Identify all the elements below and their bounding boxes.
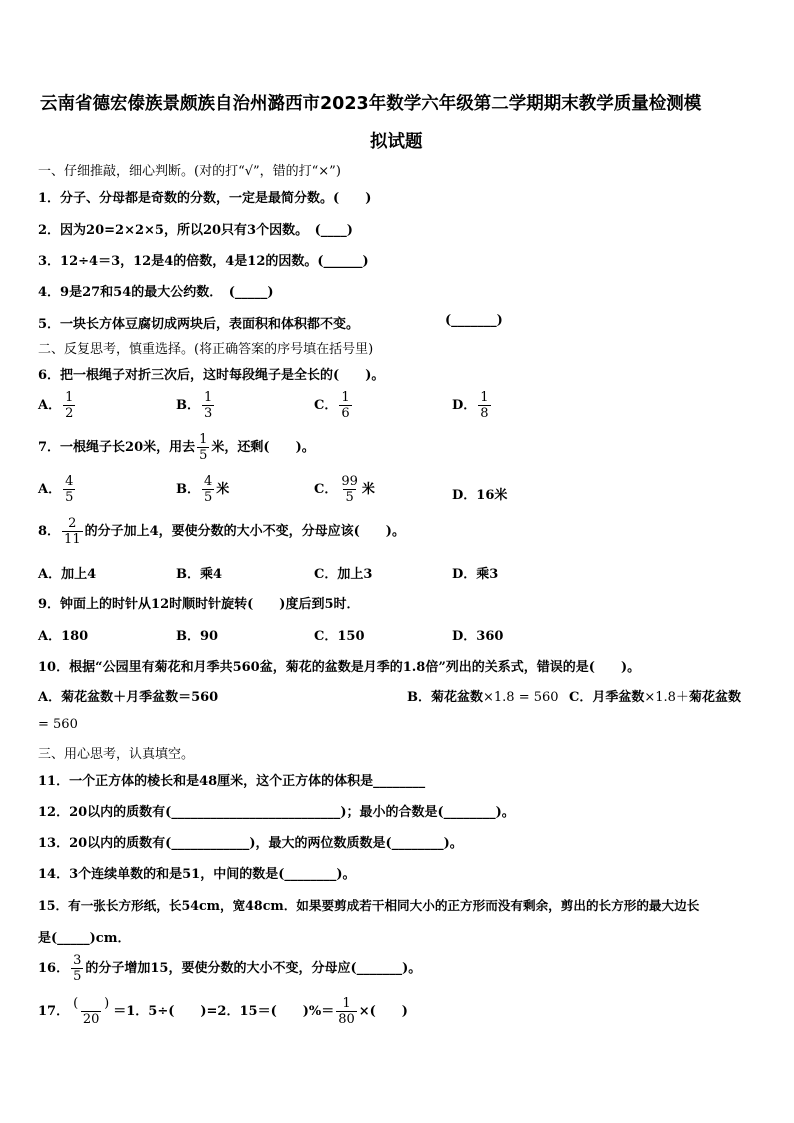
question-17: 17． $\frac{( )}{20}$ ＝1．5÷( )=2．15＝( )%＝ $\frac{1}{80}$ ×( ) xyxy=(38,996,408,1027)
page-title-line1: 云南省德宏傣族景颇族自治州潞西市2023年数学六年级第二学期期末教学质量检测模 xyxy=(40,94,702,114)
question-9-option-a: A．180 xyxy=(38,629,89,644)
question-12: 12．20以内的质数有(__________________________)；最小的合数是(________)。 xyxy=(38,805,515,820)
question-8-option-b: B．乘4 xyxy=(176,567,223,582)
question-8-option-a: A．加上4 xyxy=(38,567,97,582)
question-6-option-a: A． $\frac{1}{2}$ xyxy=(38,390,74,421)
question-1: 1．分子、分母都是奇数的分数，一定是最简分数。( ) xyxy=(38,191,372,206)
section-heading-fill: 三、用心思考，认真填空。 xyxy=(38,747,195,762)
question-13: 13．20以内的质数有(____________)，最大的两位数质数是(________)。 xyxy=(38,836,463,851)
question-7-option-a: A． $\frac{4}{5}$ xyxy=(38,474,74,505)
question-8: 8． $\frac{2}{11}$ 的分子加上4，要使分数的大小不变，分母应该( )。 xyxy=(38,516,405,547)
question-7-option-b: B． $\frac{4}{5}$ 米 xyxy=(176,474,230,505)
question-7-option-d: D．16米 xyxy=(452,488,508,503)
question-10-option-b: B．菊花盆数×1.8 = 560 xyxy=(407,690,559,705)
question-4: 4．9是27和54的最大公约数． (_____) xyxy=(38,285,274,300)
section-heading-choice: 二、反复思考，慎重选择。(将正确答案的序号填在括号里) xyxy=(38,342,374,357)
question-10-option-a: A．菊花盆数＋月季盆数＝560 xyxy=(38,690,219,705)
question-3: 3．12÷4＝3，12是4的倍数，4是12的因数。(______) xyxy=(38,254,369,269)
section-heading-judge: 一、仔细推敲，细心判断。(对的打“√”，错的打“×”) xyxy=(38,164,341,179)
question-9-option-c: C．150 xyxy=(314,629,365,644)
question-8-option-c: C．加上3 xyxy=(314,567,373,582)
question-10-option-c-continued: = 560 xyxy=(38,717,78,732)
question-16: 16． $\frac{3}{5}$ 的分子增加15，要使分数的大小不变，分母应(_______)。 xyxy=(38,953,422,984)
question-7-option-c: C． $\frac{99}{5}$ 米 xyxy=(314,474,375,505)
question-6-option-d: D． $\frac{1}{8}$ xyxy=(452,390,489,421)
question-14: 14．3个连续单数的和是51，中间的数是(________)。 xyxy=(38,867,356,882)
question-15-line1: 15．有一张长方形纸，长54cm，宽48cm．如果要剪成若干相同大小的正方形而没有剩余，剪出的长方形的最大边长 xyxy=(38,898,700,913)
question-6-option-c: C． $\frac{1}{6}$ xyxy=(314,390,350,421)
question-2: 2．因为20=2×2×5，所以20只有3个因数。 (____) xyxy=(38,223,353,238)
question-7: 7．一根绳子长20米，用去 $\frac{1}{5}$ 米，还剩( )。 xyxy=(38,432,315,463)
question-9: 9．钟面上的时针从12时顺时针旋转( )度后到5时． xyxy=(38,597,360,612)
question-11: 11．一个正方体的棱长和是48厘米，这个正方体的体积是________ xyxy=(38,774,426,789)
question-6-option-b: B． $\frac{1}{3}$ xyxy=(176,390,213,421)
question-9-option-b: B．90 xyxy=(176,629,219,644)
question-15-line2: 是(_____)cm． xyxy=(38,931,131,946)
question-5: 5．一块长方体豆腐切成两块后，表面积和体积都不变。 xyxy=(38,317,360,332)
question-10-option-c: C．月季盆数×1.8＋菊花盆数 xyxy=(569,690,741,705)
question-10: 10．根据“公园里有菊花和月季共560盆，菊花的盆数是月季的1.8倍”列出的关系式，错误的是( )。 xyxy=(38,660,641,675)
question-9-option-d: D．360 xyxy=(452,629,504,644)
question-6: 6．把一根绳子对折三次后，这时每段绳子是全长的( )。 xyxy=(38,368,385,383)
question-5-blank: (_______) xyxy=(445,313,503,328)
page-title-line2: 拟试题 xyxy=(370,132,423,152)
question-8-option-d: D．乘3 xyxy=(452,567,499,582)
